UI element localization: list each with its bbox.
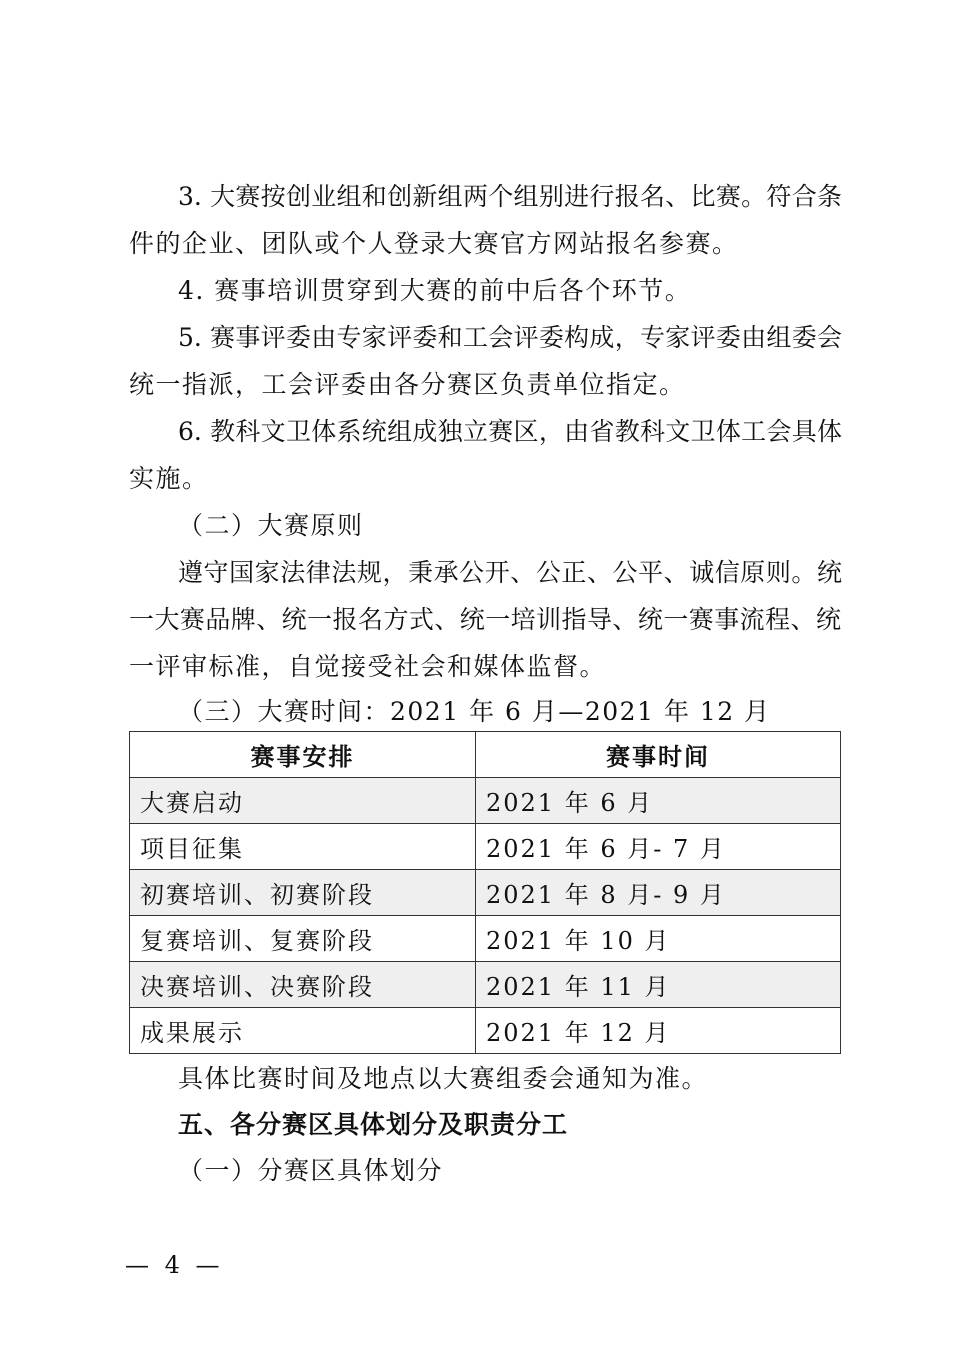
table-cell-event: 决赛培训、决赛阶段 <box>130 962 476 1008</box>
principle-line-2: 一大赛品牌、统一报名方式、统一培训指导、统一赛事流程、统 <box>129 605 841 634</box>
table-cell-event: 复赛培训、复赛阶段 <box>130 916 476 962</box>
header-event-arrangement: 赛事安排 <box>130 732 476 778</box>
paragraph-6-line-2: 实施。 <box>129 464 209 493</box>
table-row <box>130 824 841 870</box>
paragraph-6-line-1: 6. 教科文卫体系统组成独立赛区，由省教科文卫体工会具体 <box>178 417 842 446</box>
principle-line-1: 遵守国家法律法规，秉承公开、公正、公平、诚信原则。统 <box>178 558 842 587</box>
paragraph-5-line-1: 5. 赛事评委由专家评委和工会评委构成，专家评委由组委会 <box>178 323 842 352</box>
table-cell-event: 项目征集 <box>130 824 476 870</box>
table-cell-time: 2021 年 6 月 <box>476 778 841 824</box>
table-note: 具体比赛时间及地点以大赛组委会通知为准。 <box>178 1064 709 1093</box>
principle-line-3: 一评审标准，自觉接受社会和媒体监督。 <box>129 652 607 681</box>
table-row <box>130 916 841 962</box>
table-cell-event: 大赛启动 <box>130 778 476 824</box>
table-cell-event: 成果展示 <box>130 1008 476 1054</box>
page-number: — 4 — <box>125 1251 224 1279</box>
section-5-heading: 五、各分赛区具体划分及职责分工 <box>178 1110 569 1139</box>
table-cell-time: 2021 年 10 月 <box>476 916 841 962</box>
table-row <box>130 778 841 824</box>
paragraph-3-line-2: 件的企业、团队或个人登录大赛官方网站报名参赛。 <box>129 229 739 258</box>
table-row <box>130 1008 841 1054</box>
table-cell-time: 2021 年 8 月- 9 月 <box>476 870 841 916</box>
table-cell-time: 2021 年 11 月 <box>476 962 841 1008</box>
header-event-time: 赛事时间 <box>476 732 841 778</box>
section-2-heading: （二）大赛原则 <box>178 511 364 540</box>
table-cell-event: 初赛培训、初赛阶段 <box>130 870 476 916</box>
table-row <box>130 962 841 1008</box>
subsection-1-heading: （一）分赛区具体划分 <box>178 1156 444 1185</box>
paragraph-5-line-2: 统一指派，工会评委由各分赛区负责单位指定。 <box>129 370 686 399</box>
table-cell-time: 2021 年 6 月- 7 月 <box>476 824 841 870</box>
paragraph-3-line-1: 3. 大赛按创业组和创新组两个组别进行报名、比赛。符合条 <box>178 182 842 211</box>
schedule-table <box>129 731 841 1054</box>
schedule-table-header-row <box>130 732 841 778</box>
paragraph-4: 4. 赛事培训贯穿到大赛的前中后各个环节。 <box>178 276 692 305</box>
section-3-heading: （三）大赛时间：2021 年 6 月—2021 年 12 月 <box>178 697 771 726</box>
table-row <box>130 870 841 916</box>
table-cell-time: 2021 年 12 月 <box>476 1008 841 1054</box>
